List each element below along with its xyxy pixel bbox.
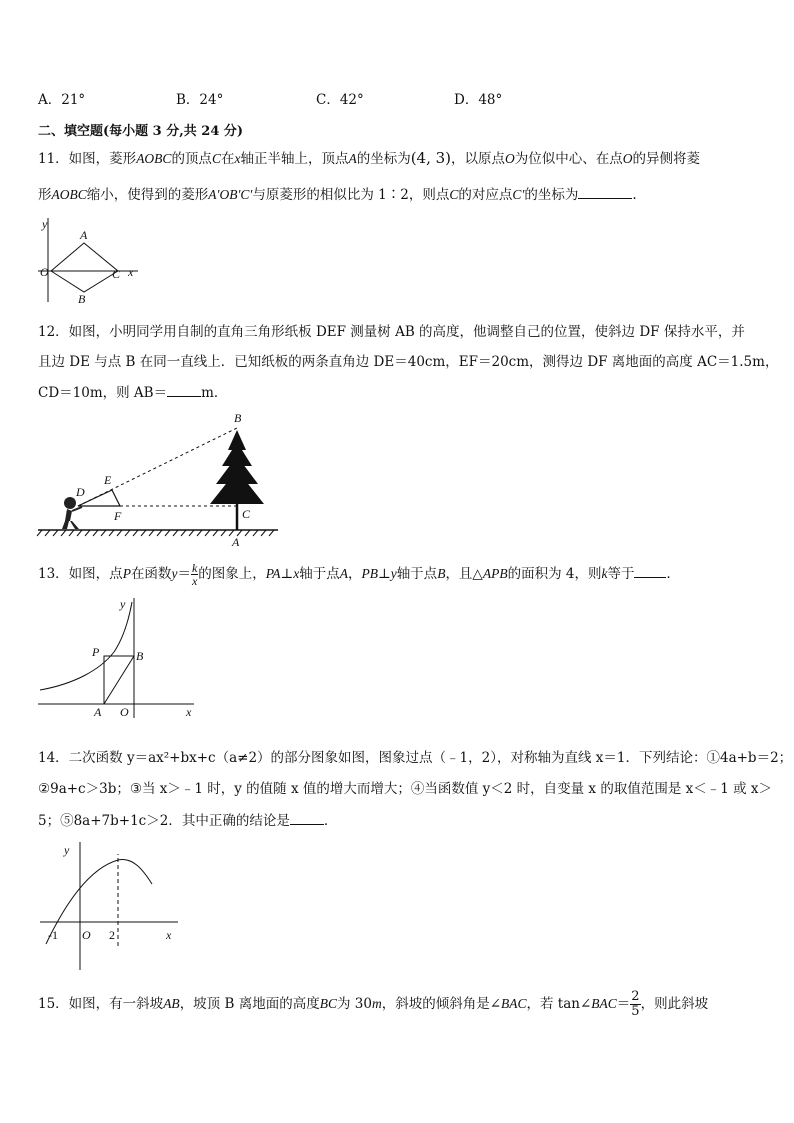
fig-label-o: O: [120, 705, 129, 719]
fig-label-b: B: [234, 411, 242, 425]
fig-label-c: C: [242, 507, 251, 521]
q12-line2: 且边 DE 与点 B 在同一直线上．已知纸板的两条直角边 DE＝40cm，EF＝20cm，测得边 DF 离地面的高度 AC＝1.5m，: [38, 354, 779, 370]
fig-label-y: y: [64, 843, 70, 857]
person-icon: [62, 497, 82, 529]
tree-icon: [210, 430, 264, 530]
fig-label-x: x: [186, 705, 192, 719]
option-b: B．24°: [176, 92, 224, 108]
fig-label-x: x: [166, 928, 172, 942]
fig-label-b: B: [78, 292, 86, 306]
fig-label-x: x: [128, 265, 134, 279]
fig-label-2: 2: [109, 928, 115, 942]
option-c: C．42°: [316, 92, 364, 108]
q11-line1: 11．如图，菱形AOBC的顶点C在x轴正半轴上，顶点A的坐标为(4, 3)，以原点O为位似中心、在点O的异侧将菱: [38, 149, 701, 167]
fig-label-d: D: [76, 485, 85, 499]
fig-label-a: A: [232, 535, 240, 549]
fig-label-a: A: [80, 228, 88, 242]
answer-blank: [290, 810, 324, 825]
q14-figure: [36, 838, 186, 974]
option-a: A．21°: [38, 92, 86, 108]
q14-line1: 14．二次函数 y＝ax²+bx+c（a≠2）的部分图象如图，图象过点（﹣1，2），对称轴为直线 x＝1．下列结论：①4a+b＝2；: [38, 750, 793, 766]
q14-line3: 5；⑤8a+7b+1c＞2．其中正确的结论是 ．: [38, 810, 337, 831]
fig-label-o: O: [82, 928, 91, 942]
answer-blank: [634, 563, 666, 578]
fig-label-a: A: [94, 705, 102, 719]
fig-label-y: y: [120, 597, 126, 611]
q11-figure: [34, 214, 144, 306]
fig-label-e: E: [104, 473, 112, 487]
fig-label-neg1: -1: [48, 928, 58, 942]
fig-label-b: B: [136, 649, 144, 663]
q12-line3: CD＝10m，则 AB＝ m．: [38, 382, 227, 403]
fig-label-o: O: [40, 265, 49, 279]
q12-figure: [34, 408, 296, 550]
q13-line: 13．如图，点P在函数y＝ $\frac{k}{x}$ 的图象上，PA⊥x轴于点A，PB⊥y轴于点B，且△APB的面积为 4，则k等于 ．: [38, 561, 680, 588]
fig-label-f: F: [114, 509, 122, 523]
q14-line2: ②9a+c＞3b；③当 x＞﹣1 时，y 的值随 x 值的增大而增大；④当函数值 y＜2 时，自变量 x 的取值范围是 x＜﹣1 或 x＞: [38, 781, 773, 797]
fraction-k-over-x: $\frac{k}{x}$: [191, 561, 198, 588]
q11-line2: 形AOBC缩小，使得到的菱形A′OB′C′与原菱形的相似比为 1∶2，则点C的对应点C′的坐标为 .: [38, 184, 637, 205]
answer-blank: [167, 382, 201, 397]
q13-figure: [34, 594, 200, 722]
fig-label-p: P: [92, 645, 100, 659]
section-heading: 二、填空题(每小题 3 分,共 24 分): [38, 124, 244, 139]
answer-blank: [578, 184, 632, 199]
q15-line: 15．如图，有一斜坡AB，坡顶 B 离地面的高度BC为 30m，斜坡的倾斜角是∠BAC，若 tan∠BAC＝ $\frac{2}{5}$ ，则此斜坡: [38, 989, 709, 1019]
fig-label-c: C: [112, 267, 121, 281]
option-d: D．48°: [454, 92, 503, 108]
fraction-2-over-5: $\frac{2}{5}$: [631, 989, 640, 1019]
fig-label-y: y: [42, 217, 48, 231]
q12-line1: 12．如图，小明同学用自制的直角三角形纸板 DEF 测量树 AB 的高度，他调整自己的位置，使斜边 DF 保持水平，并: [38, 324, 745, 340]
